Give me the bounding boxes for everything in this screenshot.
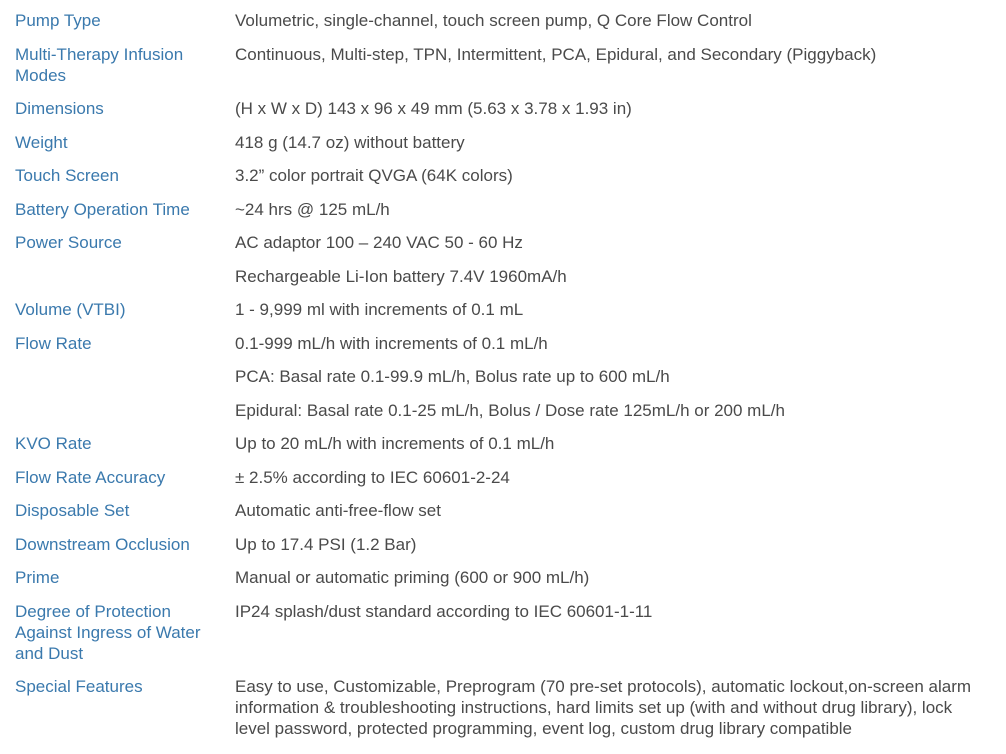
spec-value: ~24 hrs @ 125 mL/h [235,200,390,219]
spec-value: Easy to use, Customizable, Preprogram (70 pre-set protocols), automatic lockout,on-screen alarm information & troubleshooting instructions, hard limits set up (with and without drug library), lock level password, protected programming, event log, custom drug library compatible [235,677,972,738]
spec-label: Downstream Occlusion [15,535,190,554]
spec-label: Flow Rate [15,334,92,353]
spec-value: Manual or automatic priming (600 or 900 mL/h) [235,568,590,587]
spec-label: Prime [15,568,60,587]
spec-label: Power Source [15,233,122,252]
spec-value: Up to 17.4 PSI (1.2 Bar) [235,535,417,554]
spec-value: 418 g (14.7 oz) without battery [235,133,465,152]
spec-value: (H x W x D) 143 x 96 x 49 mm (5.63 x 3.78 x 1.93 in) [235,99,632,118]
spec-value: Volumetric, single-channel, touch screen pump, Q Core Flow Control [235,11,752,30]
spec-label: Touch Screen [15,166,119,185]
spec-value: AC adaptor 100 – 240 VAC 50 - 60 Hz [235,233,523,252]
spec-label: Pump Type [15,11,101,30]
spec-value: Continuous, Multi-step, TPN, Intermittent, PCA, Epidural, and Secondary (Piggyback) [235,45,877,64]
spec-value: 3.2” color portrait QVGA (64K colors) [235,166,513,185]
spec-label: Degree of Protection Against Ingress of Water and Dust [15,602,201,663]
spec-label: Dimensions [15,99,104,118]
spec-value: IP24 splash/dust standard according to IEC 60601-1-11 [235,602,653,621]
spec-label: Volume (VTBI) [15,300,126,319]
spec-label: Weight [15,133,68,152]
spec-value: PCA: Basal rate 0.1-99.9 mL/h, Bolus rate up to 600 mL/h [235,367,670,386]
spec-label: Flow Rate Accuracy [15,468,166,487]
spec-label: Disposable Set [15,501,130,520]
spec-label: KVO Rate [15,434,92,453]
spec-value: Automatic anti-free-flow set [235,501,441,520]
spec-value: ± 2.5% according to IEC 60601-2-24 [235,468,510,487]
spec-value: Up to 20 mL/h with increments of 0.1 mL/h [235,434,555,453]
spec-label: Battery Operation Time [15,200,190,219]
spec-label: Multi-Therapy Infusion Modes [15,45,184,85]
spec-value: Epidural: Basal rate 0.1-25 mL/h, Bolus / Dose rate 125mL/h or 200 mL/h [235,401,785,420]
spec-value: 0.1-999 mL/h with increments of 0.1 mL/h [235,334,548,353]
spec-value: 1 - 9,999 ml with increments of 0.1 mL [235,300,524,319]
spec-label: Special Features [15,677,143,696]
spec-value: Rechargeable Li-Ion battery 7.4V 1960mA/h [235,267,567,286]
